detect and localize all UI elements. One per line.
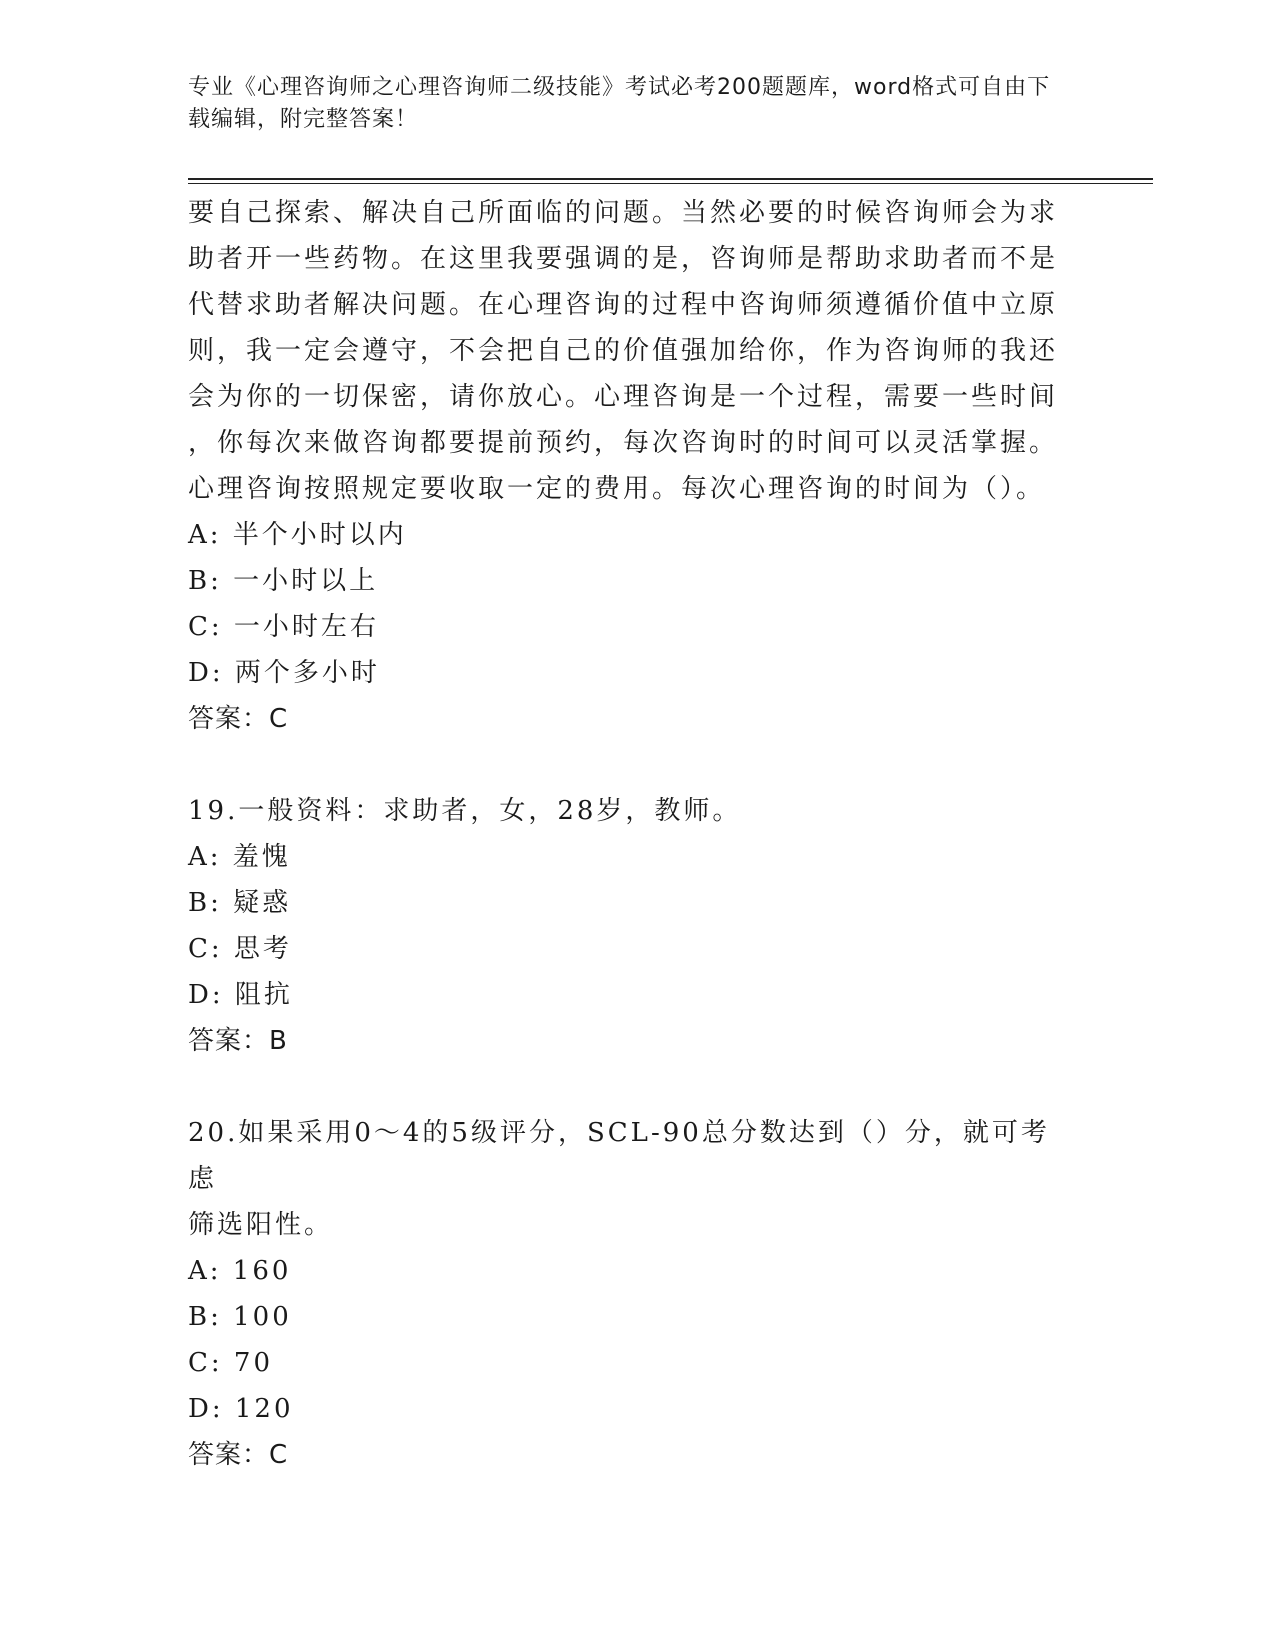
question-stem-line: 心理咨询按照规定要收取一定的费用。每次心理咨询的时间为（）。 <box>188 474 1046 504</box>
question-stem-line: 则，我一定会遵守，不会把自己的价值强加给你，作为咨询师的我还 <box>188 336 1059 366</box>
option-a: A: 半个小时以内 <box>188 520 407 550</box>
option-a: A: 羞愧 <box>188 842 291 872</box>
answer-line: 答案：B <box>188 1026 288 1056</box>
option-a: A: 160 <box>188 1256 292 1286</box>
question-18 <box>188 190 1068 742</box>
option-c: C: 一小时左右 <box>188 612 379 642</box>
document-header: 专业《心理咨询师之心理咨询师二级技能》考试必考200题题库，word格式可自由下载编辑，附完整答案！ <box>188 75 1051 132</box>
spacer <box>188 1064 1068 1110</box>
header-rule-thick <box>188 178 1153 180</box>
option-c: C: 思考 <box>188 934 292 964</box>
answer-line: 答案：C <box>188 704 289 734</box>
question-stem-line: 代替求助者解决问题。在心理咨询的过程中咨询师须遵循价值中立原 <box>188 290 1059 320</box>
option-b: B: 疑惑 <box>188 888 292 918</box>
header-rule-thin <box>188 183 1153 184</box>
option-c: C: 70 <box>188 1348 274 1378</box>
question-stem-line: ，你每次来做咨询都要提前预约，每次咨询时的时间可以灵活掌握。 <box>188 428 1059 458</box>
document-body <box>188 190 1068 1478</box>
question-19 <box>188 788 1068 1064</box>
question-stem-line: 会为你的一切保密，请你放心。心理咨询是一个过程，需要一些时间 <box>188 382 1059 412</box>
option-d: D: 120 <box>188 1394 294 1424</box>
option-b: B: 100 <box>188 1302 292 1332</box>
option-b: B: 一小时以上 <box>188 566 379 596</box>
spacer <box>188 742 1068 788</box>
question-20 <box>188 1110 1068 1478</box>
question-stem: 19.一般资料：求助者，女，28岁，教师。 <box>188 796 742 826</box>
question-stem-line: 20.如果采用0～4的5级评分，SCL-90总分数达到（）分，就可考虑 <box>188 1118 1050 1194</box>
question-stem-line: 筛选阳性。 <box>188 1210 334 1240</box>
question-stem-line: 要自己探索、解决自己所面临的问题。当然必要的时候咨询师会为求 <box>188 198 1059 228</box>
question-stem-line: 助者开一些药物。在这里我要强调的是，咨询师是帮助求助者而不是 <box>188 244 1059 274</box>
answer-line: 答案：C <box>188 1440 289 1470</box>
option-d: D: 阻抗 <box>188 980 293 1010</box>
option-d: D: 两个多小时 <box>188 658 380 688</box>
